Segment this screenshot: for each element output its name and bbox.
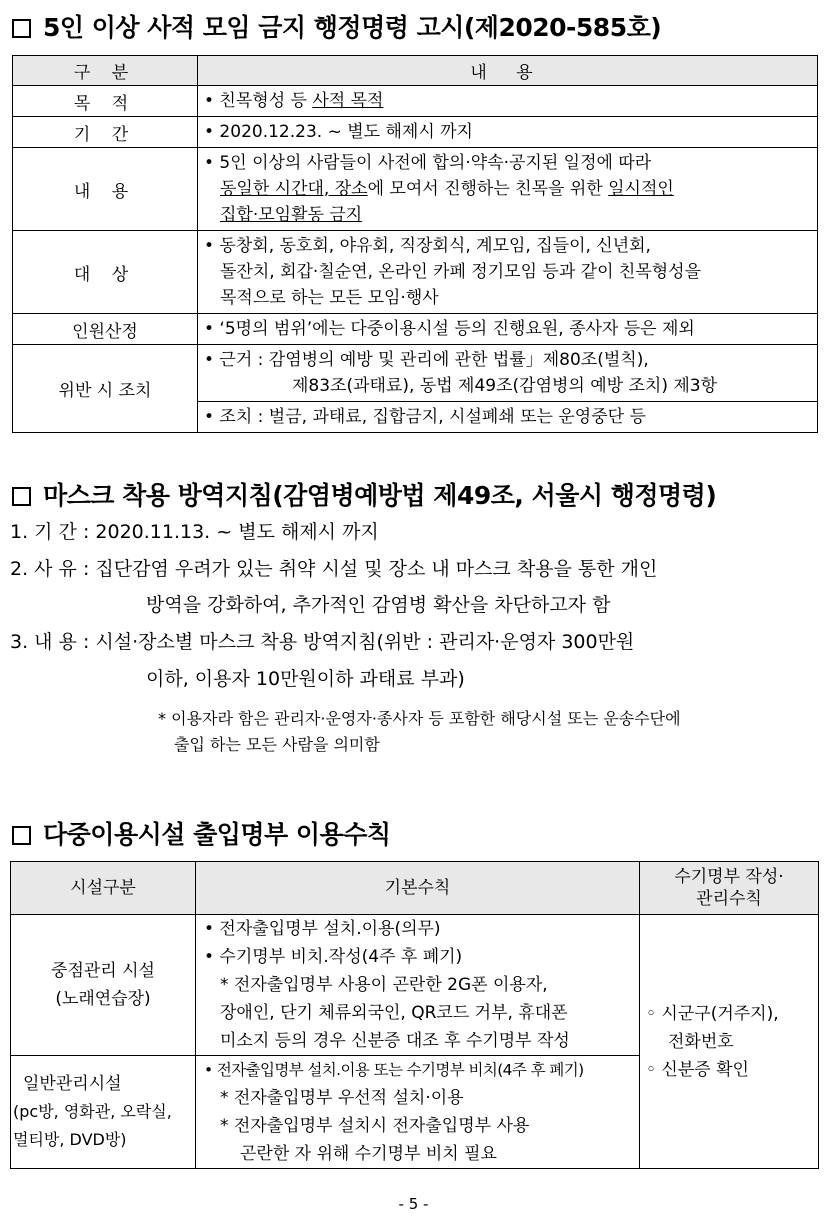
- col-facility: 시설구분: [11, 862, 196, 915]
- checkbox-icon: [12, 826, 31, 845]
- row-violation: 위반 시 조치 • 근거 : 감염병의 예방 및 관리에 관한 법률」제80조(벌칙), 제83조(과태료), 동법 제49조(감염병의 예방 조치) 제3항: [13, 345, 818, 402]
- section2-heading: 마스크 착용 방역지침(감염병예방법 제49조, 서울시 행정명령): [12, 476, 716, 512]
- manual-rules: ◦ 시군구(거주지), 전화번호 ◦ 신분증 확인: [640, 915, 819, 1169]
- order-table: [12, 55, 818, 433]
- mask-item-reason-2: 방역을 강화하여, 추가적인 감염병 확산을 차단하고자 함: [146, 594, 611, 616]
- row-general: 일반관리시설 (pc방, 영화관, 오락실, 멀티방, DVD방) • 전자출입명부 설치.이용 또는 수기명부 비치(4주 후 폐기) * 전자출입명부 우선적 설치·이용 * 전자출입명부 설치시 전자출입명부 사용 곤란한 자 위해 수기명부 비치 필요: [11, 1056, 819, 1169]
- entry-log-table: [10, 861, 819, 1169]
- table-header: [11, 862, 819, 915]
- mask-item-reason-1: 2. 사 유 : 집단감염 우려가 있는 취약 시설 및 장소 내 마스크 착용을 통한 개인: [10, 558, 658, 580]
- row-violation-measures: • 조치 : 벌금, 과태료, 집합금지, 시설폐쇄 또는 운영중단 등: [13, 402, 818, 433]
- mask-item-content-2: 이하, 이용자 10만원이하 과태료 부과): [146, 668, 465, 690]
- col-manual: 수기명부 작성· 관리수칙: [640, 862, 819, 915]
- row-priority: 중점관리 시설 (노래연습장) • 전자출입명부 설치.이용(의무) • 수기명부 비치.작성(4주 후 폐기) * 전자출입명부 사용이 곤란한 2G폰 이용자, 장애인, 단기 체류외국인, QR코드 거부, 휴대폰 미소지 등의 경우 신분증 대조 후 수기명부 작성 ◦ 시군구(거주지), 전화번호 ◦ 신분증 확인: [11, 915, 819, 1056]
- row-period: 기 간 • 2020.12.23. ~ 별도 해제시 까지: [13, 117, 818, 148]
- row-content: 내 용 • 5인 이상의 사람들이 사전에 합의·약속·공지된 일정에 따라 동일한 시간대, 장소에 모여서 진행하는 친목을 위한 일시적인 집합·모임활동 금지: [13, 148, 818, 231]
- page-number: - 5 -: [398, 1195, 429, 1213]
- table-header: [13, 56, 818, 86]
- mask-item-period: 1. 기 간 : 2020.11.13. ~ 별도 해제시 까지: [10, 521, 379, 543]
- mask-item-content-1: 3. 내 용 : 시설·장소별 마스크 착용 방역지침(위반 : 관리자·운영자 300만원: [10, 631, 635, 653]
- header-label: 구 분: [13, 56, 198, 86]
- row-purpose: 목 적 • 친목형성 등 사적 목적: [13, 86, 818, 117]
- checkbox-icon: [12, 487, 31, 506]
- row-headcount: 인원산정 • ‘5명의 범위’에는 다중이용시설 등의 진행요원, 종사자 등은 제외: [13, 314, 818, 345]
- checkbox-icon: [12, 19, 31, 38]
- section3-heading: 다중이용시설 출입명부 이용수칙: [12, 815, 391, 851]
- section1-heading: 5인 이상 사적 모임 금지 행정명령 고시(제2020-585호): [12, 8, 661, 44]
- header-content: 내 용: [198, 56, 818, 86]
- mask-note: * 이용자라 함은 관리자·운영자·종사자 등 포함한 해당시설 또는 운송수단에 출입 하는 모든 사람을 의미함: [158, 709, 681, 754]
- col-basic: 기본수칙: [196, 862, 640, 915]
- row-target: 대 상 • 동창회, 동호회, 야유회, 직장회식, 계모임, 집들이, 신년회, 돌잔치, 회갑·칠순연, 온라인 카페 정기모임 등과 같이 친목형성을 목적으로 하는 모든 모임·행사: [13, 231, 818, 314]
